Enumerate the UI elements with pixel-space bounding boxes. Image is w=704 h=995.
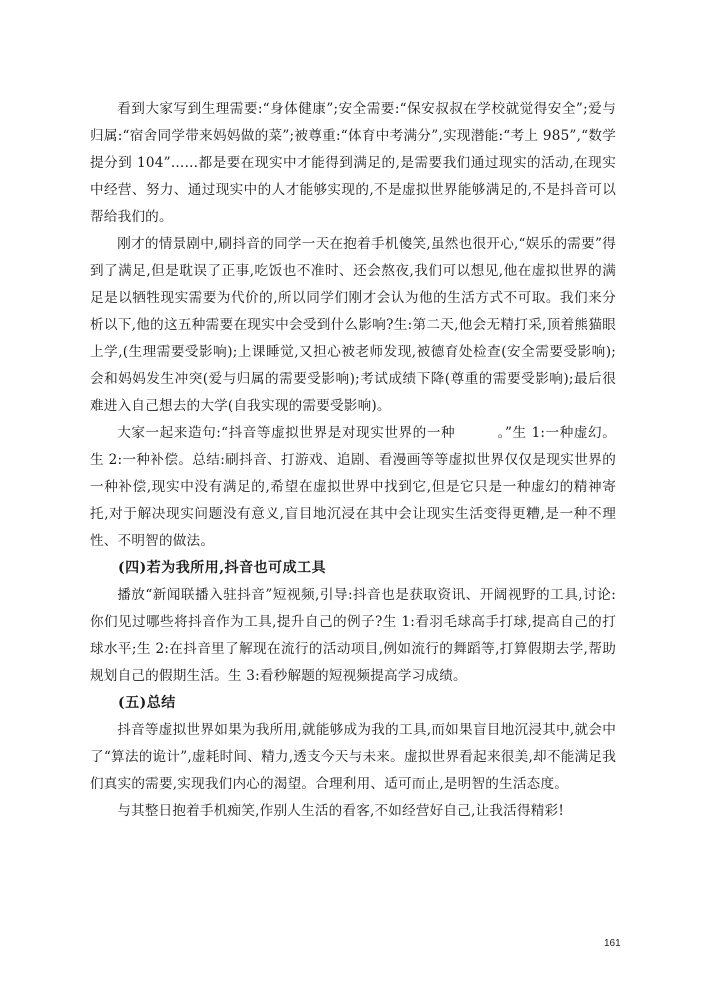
section-heading-5: (五)总结 [118, 695, 176, 711]
paragraph-sentence-making: 大家一起来造句:“抖音等虚拟世界是对现实世界的一种 。”生 1:一种虚幻。生 2:一种补偿。总结:刷抖音、打游戏、追剧、看漫画等等虚拟世界仅仅是现实世界的一种补偿,现实中没有满足的,希望在虚拟世界中找到它,但是它只是一种虚幻的精神寄托,对于解决现实问题没有意义,盲目地沉浸在其中会让现实生活变得更糟,是一种不理性、不明智的做法。 [90, 425, 616, 549]
section-heading-4: (四)若为我所用,抖音也可成工具 [118, 560, 327, 576]
document-body [90, 96, 616, 825]
paragraph-skit-analysis: 刚才的情景剧中,刷抖音的同学一天在抱着手机傻笑,虽然也很开心,“娱乐的需要”得到了满足,但是耽误了正事,吃饭也不准时、还会熬夜,我们可以想见,他在虚拟世界的满足是以牺牲现实需要为代价的,所以同学们刚才会认为他的生活方式不可取。我们来分析以下,他的这五种需要在现实中会受到什么影响?生:第二天,他会无精打采,顶着熊猫眼上学,(生理需要受影响);上课睡觉,又担心被老师发现,被德育处检查(安全需要受影响);会和妈妈发生冲突(爱与归属的需要受影响);考试成绩下降(尊重的需要受影响);最后很难进入自己想去的大学(自我实现的需要受影响)。 [90, 236, 616, 414]
paragraph-douyin-as-tool: 播放“新闻联播入驻抖音”短视频,引导:抖音也是获取资讯、开阔视野的工具,讨论:你们见过哪些将抖音作为工具,提升自己的例子?生 1:看羽毛球高手打球,提高自己的打球水平;生 2:在抖音里了解现在流行的活动项目,例如流行的舞蹈等,打算假期去学,帮助规划自己的假期生活。生 3:看秒解题的短视频提高学习成绩。 [90, 587, 616, 684]
paragraph-summary: 抖音等虚拟世界如果为我所用,就能够成为我的工具,而如果盲目地沉浸其中,就会中了“算法的诡计”,虚耗时间、精力,透支今天与未来。虚拟世界看起来很美,却不能满足我们真实的需要,实现我们内心的渴望。合理利用、适可而止,是明智的生活态度。 [90, 722, 616, 792]
paragraph-closing: 与其整日抱着手机痴笑,作别人生活的看客,不如经营好自己,让我活得精彩! [117, 803, 565, 819]
paragraph-needs-summary: 看到大家写到生理需要:“身体健康”;安全需要:“保安叔叔在学校就觉得安全”;爱与归属:“宿舍同学带来妈妈做的菜”;被尊重:“体育中考满分”,实现潜能:“考上 985”,“数学提分到 104”……都是要在现实中才能得到满足的,是需要我们通过现实的活动,在现实中经营、努力、通过现实中的人才能够实现的,不是虚拟世界能够满足的,不是抖音可以帮给我们的。 [90, 101, 616, 225]
page-number: 161 [604, 938, 621, 949]
